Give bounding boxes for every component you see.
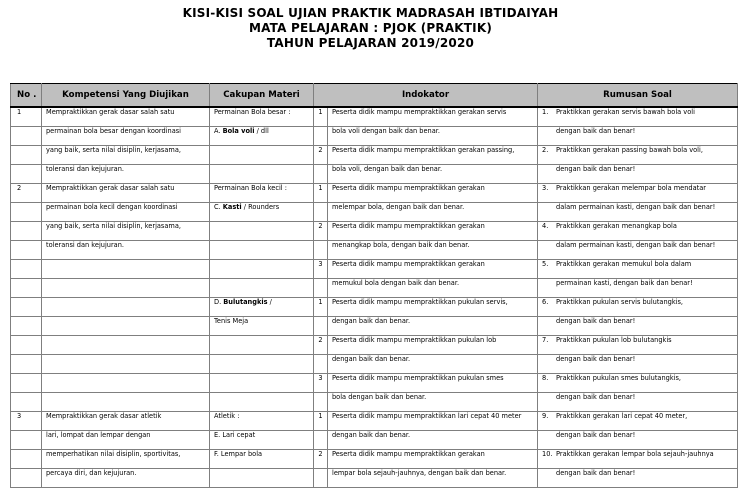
materi-text: A. [214, 126, 223, 135]
table-row [11, 392, 738, 411]
cell-rumusan [538, 316, 738, 335]
cell-rumusan [538, 354, 738, 373]
rumusan-text: Praktikkan gerakan menangkap bola [556, 221, 677, 230]
col-header-rumusan: Rumusan Soal [538, 84, 738, 108]
cell-kompetensi: Mempraktikkan gerak dasar atletik [42, 411, 210, 430]
cell-kompetensi: permainan bola besar dengan koordinasi [42, 126, 210, 145]
cell-kompetensi [42, 392, 210, 411]
rumusan-number: 2. [542, 145, 549, 154]
cell-rumusan [538, 430, 738, 449]
cell-indikator-index [314, 392, 328, 411]
rumusan-text: Praktikkan gerakan lari cepat 40 meter, [556, 411, 688, 420]
table-row [11, 145, 738, 164]
cell-rumusan [538, 202, 738, 221]
cell-indikator-index: 2 [314, 221, 328, 240]
cell-indikator: dengan baik dan benar. [328, 430, 538, 449]
table-row [11, 316, 738, 335]
table-row [11, 468, 738, 487]
cell-rumusan [538, 373, 738, 392]
table-row [11, 354, 738, 373]
cell-indikator: Peserta didik mampu mempraktikkan gerakan [328, 449, 538, 468]
materi-suffix: / [267, 297, 272, 306]
rumusan-text: Praktikkan pukulan smes bulutangkis, [556, 373, 682, 382]
cell-no [11, 335, 42, 354]
rumusan-number: 3. [542, 183, 549, 192]
cell-no: 2 [11, 183, 42, 202]
cell-indikator-index [314, 202, 328, 221]
cell-materi [210, 126, 314, 145]
cell-rumusan [538, 107, 738, 126]
cell-indikator-index: 2 [314, 335, 328, 354]
cell-kompetensi [42, 335, 210, 354]
col-header-kompetensi: Kompetensi Yang Diujikan [42, 84, 210, 108]
cell-rumusan [538, 126, 738, 145]
materi-text: Atletik : [214, 411, 240, 420]
table-row [11, 107, 738, 126]
cell-materi [210, 240, 314, 259]
cell-materi [210, 202, 314, 221]
cell-no [11, 259, 42, 278]
cell-no [11, 316, 42, 335]
cell-indikator-index: 1 [314, 411, 328, 430]
table-row [11, 297, 738, 316]
cell-indikator: dengan baik dan benar. [328, 316, 538, 335]
cell-materi [210, 221, 314, 240]
rumusan-text: Praktikkan gerakan passing bawah bola voli, [556, 145, 703, 154]
cell-indikator: Peserta didik mampu mempraktikkan gerakan servis [328, 107, 538, 126]
cell-kompetensi: yang baik, serta nilai disiplin, kerjasama, [42, 145, 210, 164]
rumusan-number: 5. [542, 259, 549, 268]
cell-rumusan [538, 468, 738, 487]
cell-indikator: Peserta didik mampu mempraktikkan gerakan [328, 259, 538, 278]
cell-materi [210, 354, 314, 373]
cell-indikator-index: 3 [314, 373, 328, 392]
rumusan-text: dengan baik dan benar! [556, 126, 636, 135]
materi-text: F. Lempar bola [214, 449, 263, 458]
table-header-row [11, 84, 738, 108]
cell-indikator-index [314, 278, 328, 297]
cell-materi [210, 411, 314, 430]
cell-indikator-index: 1 [314, 183, 328, 202]
cell-no [11, 354, 42, 373]
subject-title: MATA PELAJARAN : PJOK (PRAKTIK) [248, 21, 493, 35]
rumusan-number: 8. [542, 373, 549, 382]
cell-rumusan [538, 183, 738, 202]
col-header-materi: Cakupan Materi [210, 84, 314, 108]
cell-kompetensi: Mempraktikkan gerak dasar salah satu [42, 107, 210, 126]
cell-indikator: Peserta didik mampu mempraktikkan pukulan servis, [328, 297, 538, 316]
rumusan-text: dengan baik dan benar! [556, 354, 636, 363]
cell-kompetensi: lari, lompat dan lempar dengan [42, 430, 210, 449]
cell-no [11, 297, 42, 316]
cell-materi [210, 449, 314, 468]
cell-kompetensi [42, 373, 210, 392]
table-row [11, 278, 738, 297]
cell-indikator: Peserta didik mampu mempraktikkan gerakan [328, 221, 538, 240]
table-row [11, 335, 738, 354]
col-header-indikator: Indokator [314, 84, 538, 108]
cell-indikator: Peserta didik mampu mempraktikkan gerakan [328, 183, 538, 202]
cell-indikator: lempar bola sejauh-jauhnya, dengan baik dan benar. [328, 468, 538, 487]
table-row [11, 411, 738, 430]
table-row [11, 183, 738, 202]
cell-rumusan [538, 392, 738, 411]
rumusan-text: Praktikkan gerakan memukul bola dalam [556, 259, 692, 268]
materi-text: Permainan Bola besar : [214, 108, 291, 116]
table-row [11, 259, 738, 278]
rumusan-number: 1. [542, 108, 549, 116]
table-row [11, 430, 738, 449]
cell-no [11, 202, 42, 221]
materi-bold: Bola voli [222, 126, 255, 135]
cell-indikator-index: 2 [314, 449, 328, 468]
cell-rumusan [538, 335, 738, 354]
cell-indikator: Peserta didik mampu mempraktikkan lari cepat 40 meter [328, 411, 538, 430]
cell-rumusan [538, 449, 738, 468]
rumusan-text: dengan baik dan benar! [556, 316, 636, 325]
cell-indikator-index [314, 430, 328, 449]
table-row [11, 202, 738, 221]
cell-kompetensi [42, 278, 210, 297]
cell-kompetensi: memperhatikan nilai disiplin, sportivitas, [42, 449, 210, 468]
cell-indikator: memukul bola dengan baik dan benar. [328, 278, 538, 297]
cell-no [11, 430, 42, 449]
cell-materi [210, 468, 314, 487]
cell-rumusan [538, 411, 738, 430]
cell-rumusan [538, 240, 738, 259]
cell-indikator-index [314, 316, 328, 335]
materi-text: D. [214, 297, 224, 306]
materi-text: C. [214, 202, 223, 211]
cell-materi [210, 259, 314, 278]
cell-materi [210, 316, 314, 335]
cell-no: 3 [11, 411, 42, 430]
cell-indikator: menangkap bola, dengan baik dan benar. [328, 240, 538, 259]
table-row [11, 240, 738, 259]
cell-indikator-index [314, 468, 328, 487]
cell-rumusan [538, 259, 738, 278]
rumusan-number: 9. [542, 411, 549, 420]
cell-materi [210, 145, 314, 164]
rumusan-text: dengan baik dan benar! [556, 164, 636, 173]
cell-materi [210, 373, 314, 392]
cell-rumusan [538, 164, 738, 183]
cell-no [11, 145, 42, 164]
cell-no [11, 468, 42, 487]
cell-kompetensi: toleransi dan kejujuran. [42, 240, 210, 259]
cell-materi [210, 183, 314, 202]
cell-no [11, 373, 42, 392]
cell-no [11, 164, 42, 183]
cell-materi [210, 335, 314, 354]
cell-kompetensi [42, 354, 210, 373]
rumusan-text: Praktikkan pukulan lob bulutangkis [556, 335, 672, 344]
cell-materi [210, 107, 314, 126]
cell-indikator-index [314, 240, 328, 259]
cell-kompetensi: percaya diri, dan kejujuran. [42, 468, 210, 487]
materi-text: Permainan Bola kecil : [214, 183, 287, 192]
cell-materi [210, 297, 314, 316]
cell-indikator: Peserta didik mampu mempraktikkan pukulan smes [328, 373, 538, 392]
cell-indikator: bola voli dengan baik dan benar. [328, 126, 538, 145]
cell-indikator-index: 3 [314, 259, 328, 278]
rumusan-text: dalam permainan kasti, dengan baik dan benar! [556, 202, 716, 211]
cell-indikator-index [314, 164, 328, 183]
cell-no: 1 [11, 107, 42, 126]
rumusan-text: Praktikkan pukulan servis bulutangkis, [556, 297, 684, 306]
cell-rumusan [538, 221, 738, 240]
cell-indikator: bola voli, dengan baik dan benar. [328, 164, 538, 183]
table-row [11, 126, 738, 145]
kisi-kisi-table [10, 83, 738, 488]
materi-text: Tenis Meja [214, 316, 249, 325]
cell-indikator: Peserta didik mampu mempraktikkan pukulan lob [328, 335, 538, 354]
rumusan-text: Praktikkan gerakan servis bawah bola voli [556, 108, 695, 116]
cell-materi [210, 392, 314, 411]
cell-no [11, 449, 42, 468]
cell-indikator-index: 2 [314, 145, 328, 164]
rumusan-number: 6. [542, 297, 549, 306]
year-title: TAHUN PELAJARAN 2019/2020 [266, 36, 475, 50]
cell-kompetensi [42, 259, 210, 278]
cell-indikator: melempar bola, dengan baik dan benar. [328, 202, 538, 221]
cell-indikator-index: 1 [314, 107, 328, 126]
rumusan-number: 4. [542, 221, 549, 230]
rumusan-text: dengan baik dan benar! [556, 392, 636, 401]
rumusan-number: 10. [542, 449, 553, 458]
cell-kompetensi: yang baik, serta nilai disiplin, kerjasama, [42, 221, 210, 240]
rumusan-text: dengan baik dan benar! [556, 468, 636, 477]
cell-indikator: dengan baik dan benar. [328, 354, 538, 373]
cell-kompetensi: permainan bola kecil dengan koordinasi [42, 202, 210, 221]
cell-indikator-index [314, 126, 328, 145]
rumusan-text: dengan baik dan benar! [556, 430, 636, 439]
materi-text: E. Lari cepat [214, 430, 256, 439]
cell-rumusan [538, 297, 738, 316]
cell-no [11, 278, 42, 297]
cell-kompetensi [42, 316, 210, 335]
document-title: KISI-KISI SOAL UJIAN PRAKTIK MADRASAH IBTIDAIYAH [182, 6, 559, 20]
table-row [11, 373, 738, 392]
cell-kompetensi: Mempraktikkan gerak dasar salah satu [42, 183, 210, 202]
rumusan-number: 7. [542, 335, 549, 344]
cell-materi [210, 164, 314, 183]
cell-materi [210, 278, 314, 297]
materi-bold: Kasti [222, 202, 242, 211]
cell-indikator-index: 1 [314, 297, 328, 316]
cell-indikator: bola dengan baik dan benar. [328, 392, 538, 411]
col-header-no: No . [11, 84, 42, 108]
table-row [11, 164, 738, 183]
table-row [11, 221, 738, 240]
materi-bold: Bulutangkis [223, 297, 268, 306]
materi-suffix: / dll [254, 126, 269, 135]
cell-indikator-index [314, 354, 328, 373]
cell-no [11, 392, 42, 411]
rumusan-text: Praktikkan gerakan melempar bola mendatar [556, 183, 706, 192]
materi-suffix: / Rounders [241, 202, 280, 211]
cell-no [11, 240, 42, 259]
rumusan-text: dalam permainan kasti, dengan baik dan benar! [556, 240, 716, 249]
rumusan-text: permainan kasti, dengan baik dan benar! [556, 278, 693, 287]
cell-materi [210, 430, 314, 449]
cell-kompetensi [42, 297, 210, 316]
cell-no [11, 221, 42, 240]
cell-rumusan [538, 278, 738, 297]
cell-indikator: Peserta didik mampu mempraktikkan gerakan passing, [328, 145, 538, 164]
table-row [11, 449, 738, 468]
cell-rumusan [538, 145, 738, 164]
cell-no [11, 126, 42, 145]
rumusan-text: Praktikkan gerakan lempar bola sejauh-jauhnya [556, 449, 714, 458]
cell-kompetensi: toleransi dan kejujuran. [42, 164, 210, 183]
